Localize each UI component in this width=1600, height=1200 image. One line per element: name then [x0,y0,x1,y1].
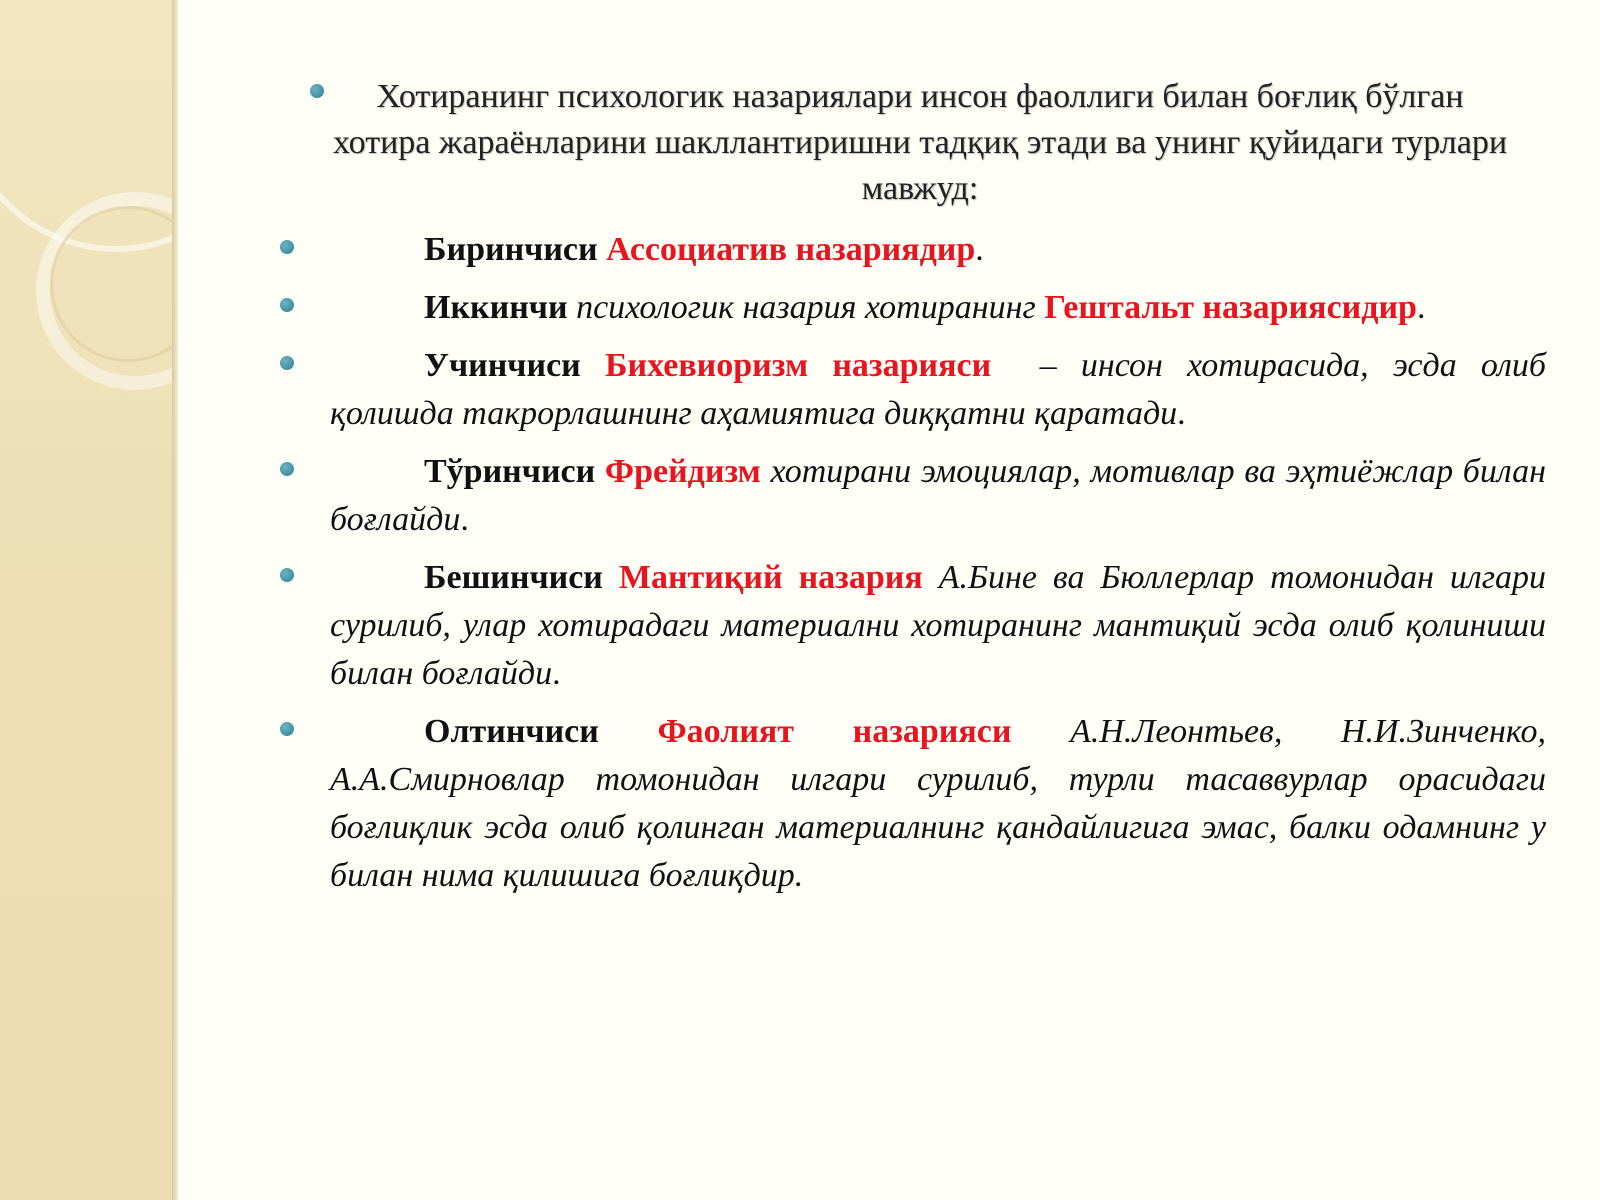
list-item [330,448,1546,544]
item-text: – инсон хотирасида, эсда олиб қолишда такрорлашнинг аҳамиятига диққатни қаратади [330,347,1547,432]
intro-paragraph [330,74,1510,212]
item-lead: Тўринчиси [424,453,596,490]
list-item [330,226,1546,274]
item-term: Фрейдизм [604,453,761,490]
item-text: А.Бине ва Бюллерлар томонидан илгари сурилиб, улар хотирадаги материални хотиранинг мантиқий эсда олиб қолиниши билан боғлайди [330,559,1547,692]
item-term: Ассоциатив назариядир [606,231,976,268]
item-lead: Биринчиси [424,231,598,268]
slide-content [280,74,1550,900]
list-item [330,554,1546,698]
bullet-icon [280,462,294,476]
list-item [330,284,1546,332]
bullet-icon [280,298,294,312]
bullet-icon [280,240,294,254]
item-end: . [1177,395,1186,432]
item-term: Фаолият назарияси [657,713,1012,750]
item-end: . [975,231,984,268]
item-lead: Бешинчиси [424,559,603,596]
list-item [330,708,1546,900]
list-item [330,342,1546,438]
decorative-side-band [0,0,176,1200]
item-lead: Учинчиси [424,347,581,384]
item-end: . [460,501,469,538]
item-end: . [1416,289,1426,326]
bullet-icon [280,568,294,582]
band-edge [172,0,178,1200]
item-lead: Олтинчиси [424,713,599,750]
item-lead: Иккинчи [424,289,568,326]
bullet-icon [280,722,294,736]
item-end: . [552,655,561,692]
bullet-icon [310,84,324,98]
item-text: психологик назария хотиранинг [576,289,1036,326]
item-term: Бихевиоризм назарияси [605,347,992,384]
intro-text: Хотиранинг психологик назариялари инсон фаоллиги билан боғлиқ бўлган хотира жараёнларини шакллантиришни тадқиқ этади ва унинг қуйидаги турлари мавжуд: [332,78,1508,207]
bullet-icon [280,356,294,370]
item-term: Гештальт назариясидир [1044,289,1417,326]
item-text: А.Н.Леонтьев, Н.И.Зинченко, А.А.Смирновлар томонидан илгари сурилиб, турли тасаввурлар орасидаги боғлиқлик эсда олиб қолинган материалнинг қандайлигига эмас, балки одамнинг у билан нима қилишига боғлиқдир. [330,713,1547,894]
item-term: Мантиқий назария [618,559,923,596]
item-text: хотирани эмоциялар, мотивлар ва эҳтиёжлар билан боғлайди [330,453,1547,538]
